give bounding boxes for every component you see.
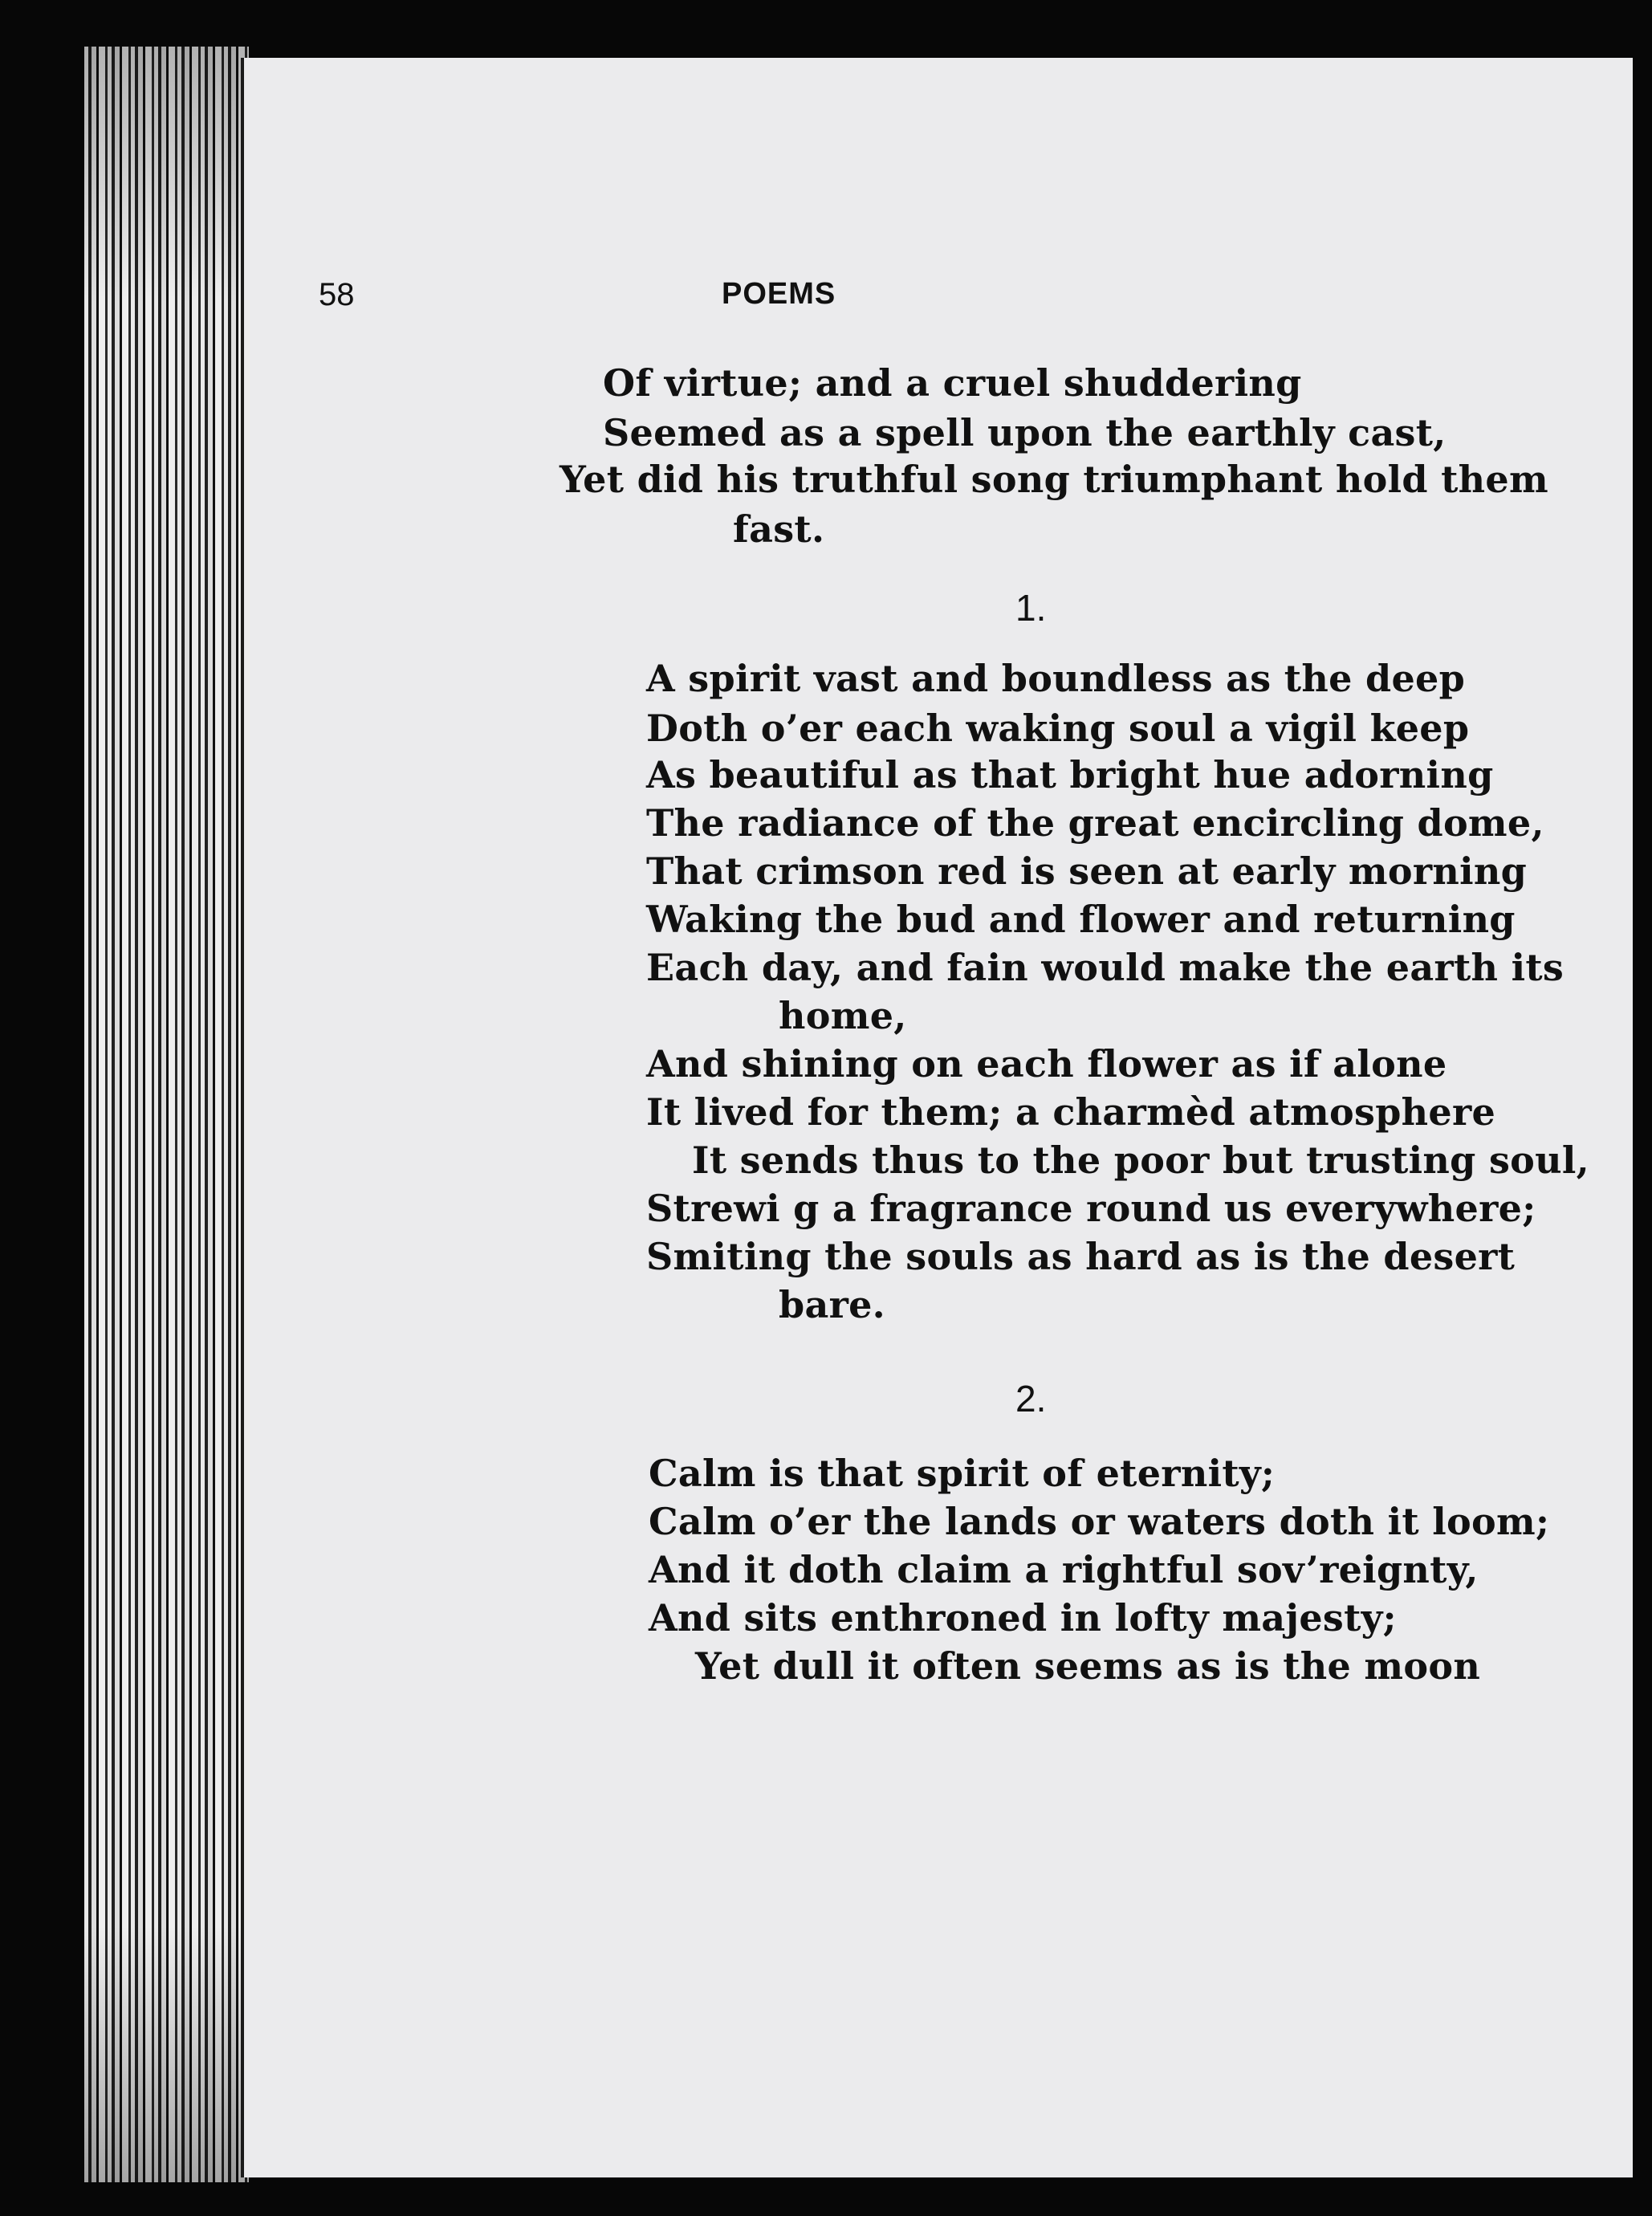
book-edge-shadow bbox=[84, 47, 249, 2182]
stanza-number: 2. bbox=[1015, 1378, 1047, 1420]
stanza-number: 1. bbox=[1015, 587, 1047, 629]
poem-line: The radiance of the great encircling dome, bbox=[646, 801, 1544, 845]
poem-line: Waking the bud and flower and returning bbox=[646, 898, 1516, 941]
poem-line: As beautiful as that bright hue adorning bbox=[646, 753, 1494, 796]
poem-line: Smiting the souls as hard as is the desert bbox=[646, 1235, 1516, 1278]
poem-line: And it doth claim a rightful sov’reignty, bbox=[649, 1548, 1479, 1591]
page-number: 58 bbox=[319, 277, 355, 312]
poem-line: Each day, and fain would make the earth its bbox=[646, 946, 1565, 989]
poem-line: Of virtue; and a cruel shuddering bbox=[603, 361, 1302, 405]
poem-line: Strewi g a fragrance round us everywhere; bbox=[646, 1187, 1536, 1230]
poem-line: bare. bbox=[779, 1283, 885, 1326]
poem-line: Doth o’er each waking soul a vigil keep bbox=[646, 707, 1470, 750]
poem-line: And sits enthroned in lofty majesty; bbox=[649, 1596, 1397, 1640]
running-head: POEMS bbox=[722, 277, 836, 311]
poem-line: Yet dull it often seems as is the moon bbox=[695, 1644, 1481, 1688]
page-header bbox=[319, 277, 1121, 325]
poem-line: Seemed as a spell upon the earthly cast, bbox=[603, 411, 1447, 454]
poem-line: fast. bbox=[733, 507, 825, 551]
poem-line: home, bbox=[779, 994, 907, 1037]
poem-line: It lived for them; a charmèd atmosphere bbox=[646, 1090, 1496, 1134]
poem-line: And shining on each flower as if alone bbox=[646, 1042, 1447, 1086]
poem-line: Yet did his truthful song triumphant hold them bbox=[559, 458, 1548, 501]
poem-line: A spirit vast and boundless as the deep bbox=[646, 657, 1466, 700]
poem-line: Calm is that spirit of eternity; bbox=[649, 1452, 1276, 1495]
poem-line: It sends thus to the poor but trusting soul, bbox=[692, 1139, 1589, 1182]
poem-line: Calm o’er the lands or waters doth it loom; bbox=[649, 1500, 1550, 1543]
poem-line: That crimson red is seen at early morning bbox=[646, 849, 1528, 893]
